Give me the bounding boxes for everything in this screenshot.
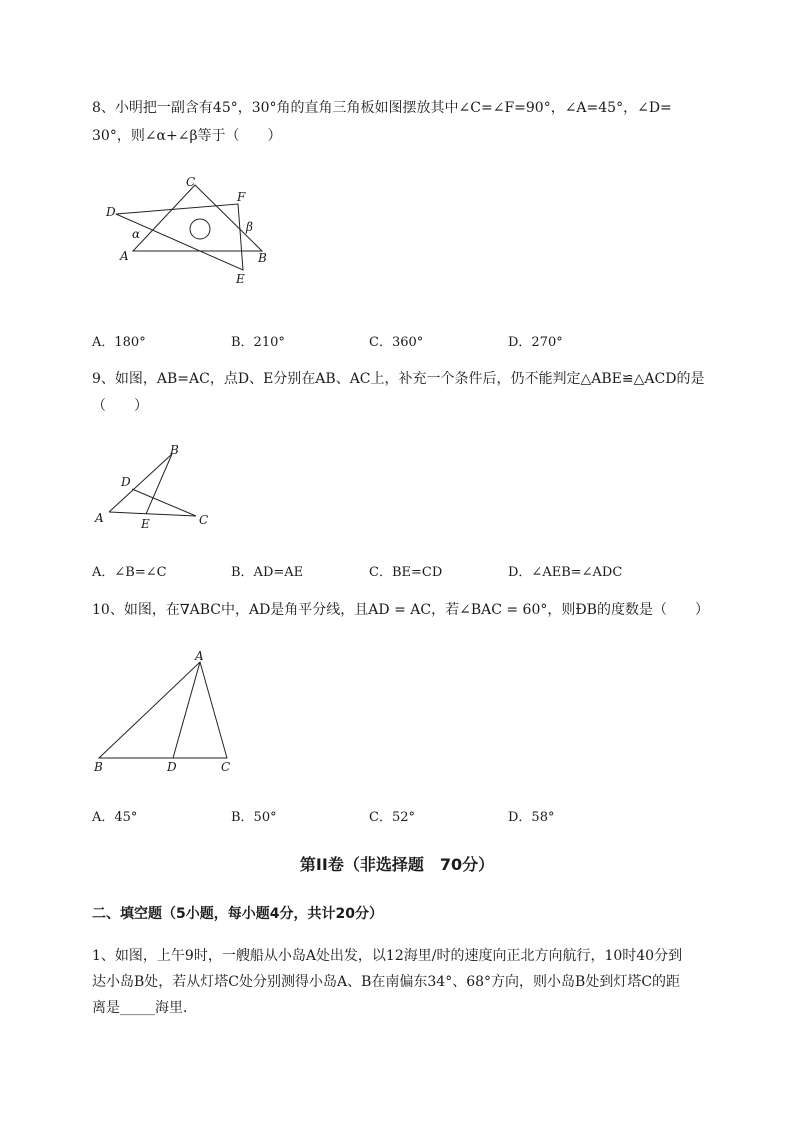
q9-option-a[interactable]: A．∠B=∠C xyxy=(92,565,167,580)
q9-option-d[interactable]: D．∠AEB=∠ADC xyxy=(508,565,623,580)
q8-circle xyxy=(190,219,210,239)
q8-option-a[interactable]: A．180° xyxy=(92,335,146,350)
q8-label-f: F xyxy=(237,190,246,204)
q8-label-d: D xyxy=(106,205,116,219)
q9-text-line2: （ ） xyxy=(92,398,148,414)
q8-text-line2: 30°，则∠α+∠β等于（ ） xyxy=(92,128,282,144)
q8-option-c[interactable]: C．360° xyxy=(369,335,424,350)
q10-triangle-abc xyxy=(99,662,227,758)
q9-label-d: D xyxy=(121,475,131,489)
q10-label-c: C xyxy=(221,760,231,773)
q8-text-line1: 8、小明把一副含有45°，30°角的直角三角板如图摆放其中∠C=∠F=90°，∠A=45°，∠D= xyxy=(92,100,672,116)
q9-option-b[interactable]: B．AD=AE xyxy=(231,565,304,580)
fill1-text-line1: 1、如图，上午9时，一艘船从小岛A处出发，以12海里/时的速度向正北方向航行，10时40分到 xyxy=(92,948,683,964)
q10-label-a: A xyxy=(195,649,204,663)
q10-option-d[interactable]: D．58° xyxy=(508,810,555,825)
q9-option-c[interactable]: C．BE=CD xyxy=(369,565,443,580)
q8-label-alpha: α xyxy=(132,227,141,241)
q10-option-a[interactable]: A．45° xyxy=(92,810,138,825)
q9-figure xyxy=(90,440,220,535)
section-title: 第II卷（非选择题 70分） xyxy=(299,855,495,874)
q10-option-c[interactable]: C．52° xyxy=(369,810,415,825)
q9-text-line1: 9、如图，AB=AC，点D、E分别在AB、AC上，补充一个条件后，仍不能判定△ABE≌△ACD的是 xyxy=(92,371,705,387)
q8-option-b[interactable]: B．210° xyxy=(231,335,285,350)
q9-label-b: B xyxy=(170,443,179,457)
q8-label-a: A xyxy=(120,249,129,263)
part-title: 二、填空题（5小题，每小题4分，共计20分） xyxy=(92,906,383,922)
q10-option-b[interactable]: B．50° xyxy=(231,810,277,825)
q8-figure xyxy=(100,172,275,292)
q10-text-line1: 10、如图，在∇ABC中，AD是角平分线，且AD = AC，若∠BAC = 60°，则ÐB的度数是（ ） xyxy=(92,602,709,618)
q10-label-d: D xyxy=(167,760,177,773)
q8-option-d[interactable]: D．270° xyxy=(508,335,563,350)
q9-label-c: C xyxy=(199,513,209,527)
q10-label-b: B xyxy=(94,760,103,773)
q10-bisector-ad xyxy=(173,662,200,758)
q8-label-b: B xyxy=(258,251,267,265)
q8-label-c: C xyxy=(186,175,196,189)
q8-label-e: E xyxy=(236,272,245,286)
q8-label-beta: β xyxy=(246,220,253,234)
fill1-text-line3: 离是_____海里． xyxy=(92,1000,197,1016)
q9-label-a: A xyxy=(95,511,104,525)
q9-label-e: E xyxy=(141,517,150,531)
fill1-text-line2: 达小岛B处，若从灯塔C处分别测得小岛A、B在南偏东34°、68°方向，则小岛B处到灯塔C的距 xyxy=(92,974,681,990)
q10-figure xyxy=(90,648,240,773)
